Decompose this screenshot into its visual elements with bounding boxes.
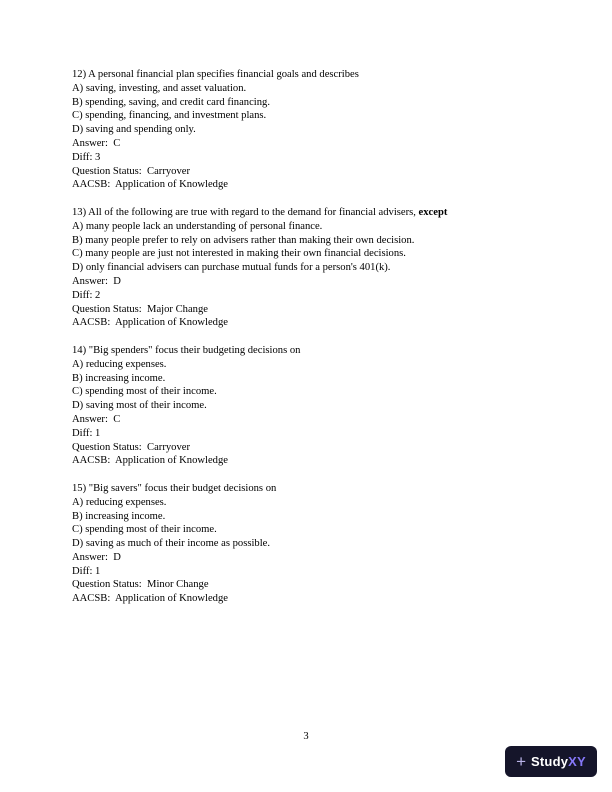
- brand-name: Study: [531, 754, 569, 769]
- question-stem: [72, 68, 554, 82]
- question-status-line: Question Status: Major Change: [72, 303, 208, 315]
- question-stem: [72, 482, 554, 496]
- difficulty-line: Diff: 3: [72, 151, 101, 163]
- answer-choice: B) increasing income.: [72, 510, 166, 522]
- plus-icon: +: [516, 751, 527, 771]
- answer-line: Answer: D: [72, 551, 121, 563]
- difficulty-line: Diff: 1: [72, 565, 101, 577]
- question-stem: [72, 344, 554, 358]
- answer-choice: C) many people are just not interested in making their own financial decisions.: [72, 248, 406, 260]
- page-content: [72, 68, 554, 620]
- answer-choice: D) saving and spending only.: [72, 124, 196, 136]
- question-status-line: Question Status: Minor Change: [72, 579, 209, 591]
- question-block: [72, 344, 554, 468]
- answer-choice: B) spending, saving, and credit card financing.: [72, 96, 270, 108]
- answer-choice: A) reducing expenses.: [72, 358, 167, 370]
- question-stem-text: 12) A personal financial plan specifies financial goals and describes: [72, 69, 359, 80]
- question-stem-text: 15) "Big savers" focus their budget decisions on: [72, 482, 277, 494]
- difficulty-line: Diff: 2: [72, 289, 101, 301]
- answer-choice: B) many people prefer to rely on advisers rather than making their own decision.: [72, 234, 415, 246]
- aacsb-line: AACSB: Application of Knowledge: [72, 317, 228, 329]
- brand-text: [531, 754, 586, 769]
- studyxy-logo: [505, 746, 597, 777]
- question-stem-text: 13) All of the following are true with regard to the demand for financial advisers,: [72, 206, 419, 218]
- question-block: [72, 206, 554, 330]
- question-status-line: Question Status: Carryover: [72, 165, 190, 177]
- answer-choice: A) many people lack an understanding of personal finance.: [72, 220, 323, 232]
- answer-line: Answer: D: [72, 275, 121, 287]
- answer-choice: C) spending most of their income.: [72, 386, 217, 398]
- answer-choice: D) only financial advisers can purchase mutual funds for a person's 401(k).: [72, 262, 391, 274]
- brand-suffix: XY: [568, 754, 586, 769]
- answer-choice: A) saving, investing, and asset valuation.: [72, 82, 247, 94]
- question-status-line: Question Status: Carryover: [72, 441, 190, 453]
- question-stem-bold: except: [418, 206, 448, 218]
- answer-line: Answer: C: [72, 137, 121, 149]
- question-block: [72, 482, 554, 606]
- answer-choice: A) reducing expenses.: [72, 496, 167, 508]
- answer-choice: C) spending most of their income.: [72, 524, 217, 536]
- answer-choice: B) increasing income.: [72, 372, 166, 384]
- page-number: 3: [303, 731, 309, 742]
- question-stem-text: 14) "Big spenders" focus their budgeting decisions on: [72, 344, 301, 356]
- aacsb-line: AACSB: Application of Knowledge: [72, 593, 228, 605]
- answer-line: Answer: C: [72, 413, 121, 425]
- answer-choice: D) saving most of their income.: [72, 400, 207, 412]
- difficulty-line: Diff: 1: [72, 427, 101, 439]
- question-stem: [72, 206, 554, 220]
- answer-choice: D) saving as much of their income as possible.: [72, 538, 271, 550]
- question-block: [72, 68, 554, 192]
- aacsb-line: AACSB: Application of Knowledge: [72, 179, 228, 191]
- aacsb-line: AACSB: Application of Knowledge: [72, 455, 228, 467]
- answer-choice: C) spending, financing, and investment plans.: [72, 110, 267, 122]
